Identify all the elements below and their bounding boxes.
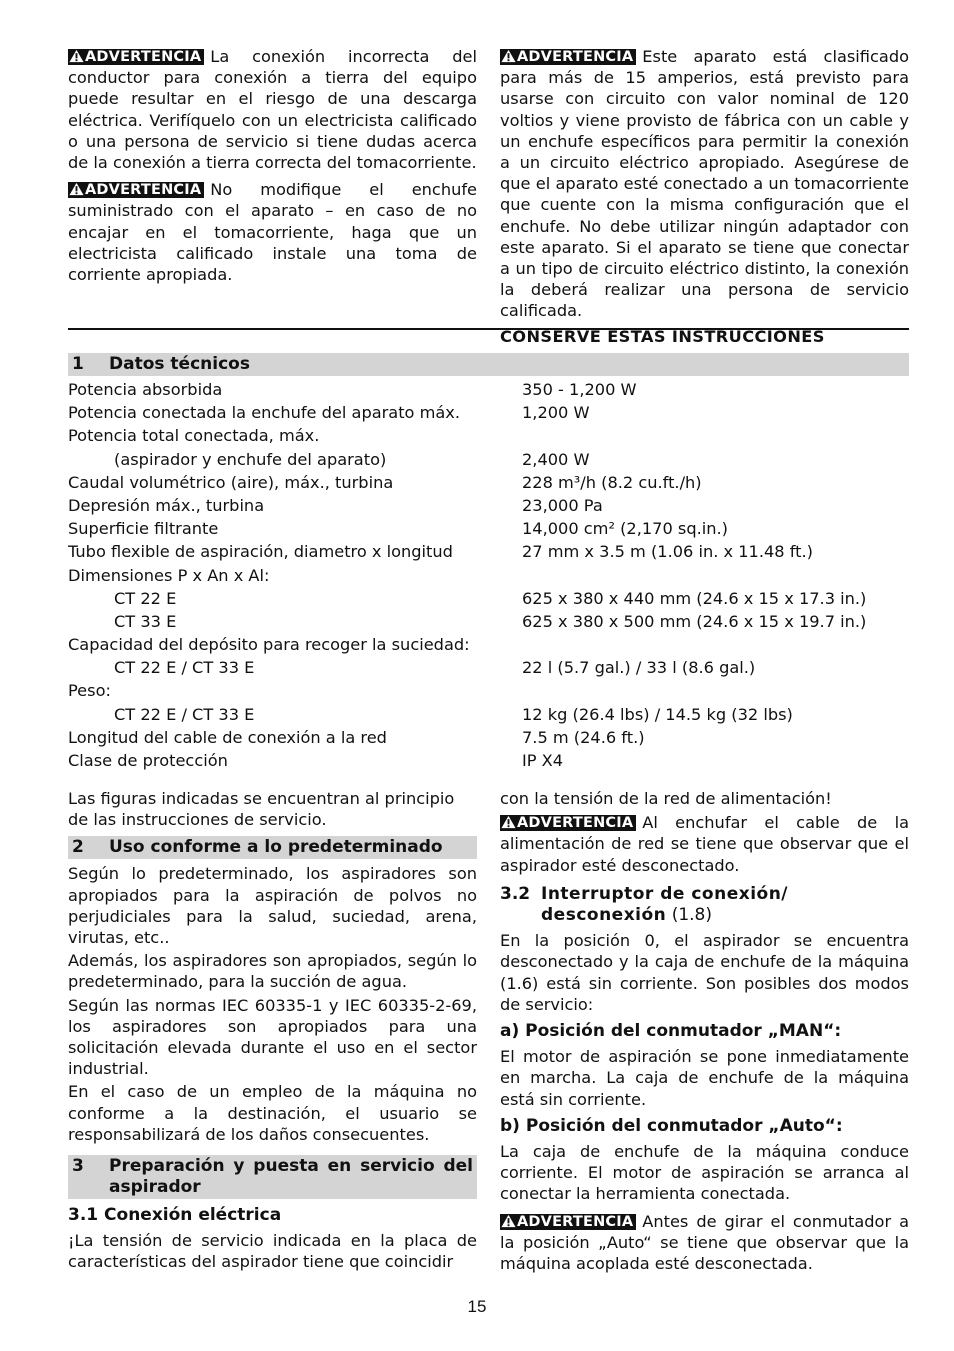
spec-value: 22 l (5.7 gal.) / 33 l (8.6 gal.) [522,658,756,678]
spec-value: 14,000 cm² (2,170 sq.in.) [522,519,728,539]
section-3-heading: 3 Preparación y puesta en servicio del aspirador [68,1155,477,1199]
spec-row [68,472,909,495]
switch-auto-paragraph: La caja de enchufe de la máquina conduce corriente. El motor de aspiración se arranca al conectar la herramienta conectada. [500,1142,909,1204]
top-left-column [68,46,477,291]
spec-value: 7.5 m (24.6 ft.) [522,727,645,747]
spec-label: Potencia conectada la enchufe del aparato máx. [68,403,461,423]
spec-value: 625 x 380 x 440 mm (24.6 x 15 x 17.3 in.) [522,588,867,608]
spec-row [68,704,909,727]
spec-value [522,565,909,588]
spec-label: Longitud del cable de conexión a la red [68,727,387,747]
spec-label: Caudal volumétrico (aire), máx., turbina [68,472,394,492]
warning-triangle-icon [69,182,84,196]
spec-row [68,680,909,703]
spec-label: Potencia absorbida [68,380,223,399]
spec-row [68,449,909,472]
warning-triangle-icon [501,815,516,829]
page-number: 15 [467,1297,487,1316]
spec-label: CT 22 E / CT 33 E [114,704,255,724]
warning-paragraph-grounding: ADVERTENCIA La conexión incorrecta del conductor para conexión a tierra del equipo puede resultar en el riesgo de una descarga eléctrica. Verifíquelo con un electricista calificado o una persona de servicio si tiene dudas acerca de la conexión a tierra correcta del tomacorriente. [68,47,477,173]
top-right-column [500,46,909,328]
warning-badge: ADVERTENCIA [500,815,636,831]
spec-value: 2,400 W [522,449,590,469]
spec-value: 12 kg (26.4 lbs) / 14.5 kg (32 lbs) [522,704,793,724]
section-2-paragraph: Además, los aspiradores son apropiados, según lo predeterminado, para la succión de agua. [68,951,477,992]
spec-value: 27 mm x 3.5 m (1.06 in. x 11.48 ft.) [522,542,813,562]
spec-value: 350 - 1,200 W [522,380,637,399]
spec-value: 23,000 Pa [522,495,603,515]
section-2-paragraph: Según las normas IEC 60335-1 y IEC 60335-2-69, los aspiradores son apropiados para una solicitación elevada durante el uso en el sector industrial. [68,995,477,1079]
warning-triangle-icon [69,49,84,63]
section-number: 1 [72,354,84,374]
section-2-paragraph: Según lo predeterminado, los aspiradores son apropiados para la aspiración de polvos no perjudiciales para la salud, suciedad, arena, virutas, etc.. [68,864,477,948]
spec-row [68,750,909,773]
switch-man-heading: a) Posición del conmutador „MAN“: [500,1021,842,1042]
warning-badge: ADVERTENCIA [68,49,204,65]
spec-label: Potencia total conectada, máx. [68,426,320,446]
bottom-left-column [68,788,477,1279]
spec-value: 625 x 380 x 500 mm (24.6 x 15 x 19.7 in.) [522,611,867,631]
section-title: Datos técnicos [109,354,250,374]
spec-label: Capacidad del depósito para recoger la suciedad: [68,635,470,655]
section-1-heading [68,353,909,376]
spec-label: Peso: [68,681,111,701]
spec-row [68,657,909,680]
spec-value [522,634,909,657]
spec-label: Clase de protección [68,751,228,770]
spec-value [522,680,909,703]
spec-label: CT 22 E [114,588,177,608]
warning-badge: ADVERTENCIA [500,1214,636,1230]
bottom-right-column [500,788,909,1280]
section-3-2-heading: 3.2 Interruptor de conexión/ desconexión (1.8) [500,883,789,926]
warning-badge: ADVERTENCIA [500,49,636,65]
section-3-1-heading: 3.1 Conexión eléctrica [68,1205,282,1226]
figures-note: Las figuras indicadas se encuentran al principio de las instrucciones de servicio. [68,789,455,830]
warning-badge: ADVERTENCIA [68,182,204,198]
section-3-1-paragraph: ¡La tensión de servicio indicada en la placa de características del aspirador tiene que coincidir [68,1231,477,1272]
warning-triangle-icon [501,1214,516,1228]
spec-label: Dimensiones P x An x Al: [68,565,270,585]
spec-label: CT 33 E [114,611,177,631]
spec-value: 228 m³/h (8.2 cu.ft./h) [522,472,702,492]
spec-label: CT 22 E / CT 33 E [114,658,255,678]
spec-row [68,611,909,634]
warning-triangle-icon [501,49,516,63]
spec-row [68,425,909,448]
spec-label: Superficie filtrante [68,519,219,539]
spec-row [68,565,909,588]
section-3-2-paragraph: En la posición 0, el aspirador se encuentra desconectado y la caja de enchufe de la máquina (1.6) está sin corriente. Son posibles dos modos de servicio: [500,931,909,1014]
conserve-instructions-heading: CONSERVE ESTAS INSTRUCCIONES [500,327,825,346]
spec-label: (aspirador y enchufe del aparato) [114,449,387,469]
spec-row [68,495,909,518]
spec-row [68,379,909,402]
warning-paragraph-amperage: ADVERTENCIA Este aparato está clasificado para más de 15 amperios, está previsto para usarse con circuito con valor nominal de 120 voltios y viene provisto de fábrica con un cable y un enchufe específicos para permitir la conexión a un circuito eléctrico apropiado. Asegúrese de que el aparato esté conectado a un tomacorriente que cuente con la misma configuración que el enchufe. No debe utilizar ningún adaptador con este aparato. Si el aparato se tiene que conectar a un tipo de circuito eléctrico distinto, la conexión la deberá realizar una persona de servicio calificada. [500,47,909,321]
spec-row [68,402,909,425]
spec-row [68,727,909,750]
spec-value: IP X4 [522,751,564,770]
spec-row [68,588,909,611]
spec-value [522,425,909,448]
spec-row [68,541,909,564]
warning-paragraph-auto: ADVERTENCIA Antes de girar el conmutador a la posición „Auto“ se tiene que observar que la máquina acoplada esté desconectada. [500,1211,909,1274]
spec-row [68,634,909,657]
spec-label: Depresión máx., turbina [68,495,265,515]
voltage-continuation: con la tensión de la red de alimentación! [500,789,832,808]
spec-label: Tubo flexible de aspiración, diametro x longitud [68,542,453,562]
switch-auto-heading: b) Posición del conmutador „Auto“: [500,1115,843,1136]
spec-row [68,518,909,541]
spec-value: 1,200 W [522,403,590,423]
section-2-heading: 2 Uso conforme a lo predeterminado [68,836,477,859]
switch-man-paragraph: El motor de aspiración se pone inmediatamente en marcha. La caja de enchufe de la máquina está sin corriente. [500,1047,909,1109]
warning-paragraph-plug: ADVERTENCIA No modifique el enchufe suministrado con el aparato – en caso de no encajar en el tomacorriente, haga que un electricista calificado instale una toma de corriente apropiada. [68,180,477,285]
warning-paragraph-unplug: ADVERTENCIA Al enchufar el cable de la alimentación de red se tiene que observar que el aspirador esté desconectado. [500,813,909,875]
technical-data-table [68,379,909,773]
section-2-paragraph: En el caso de un empleo de la máquina no conforme a la destinación, el usuario se responsabilizará de los daños consecuentes. [68,1082,477,1144]
